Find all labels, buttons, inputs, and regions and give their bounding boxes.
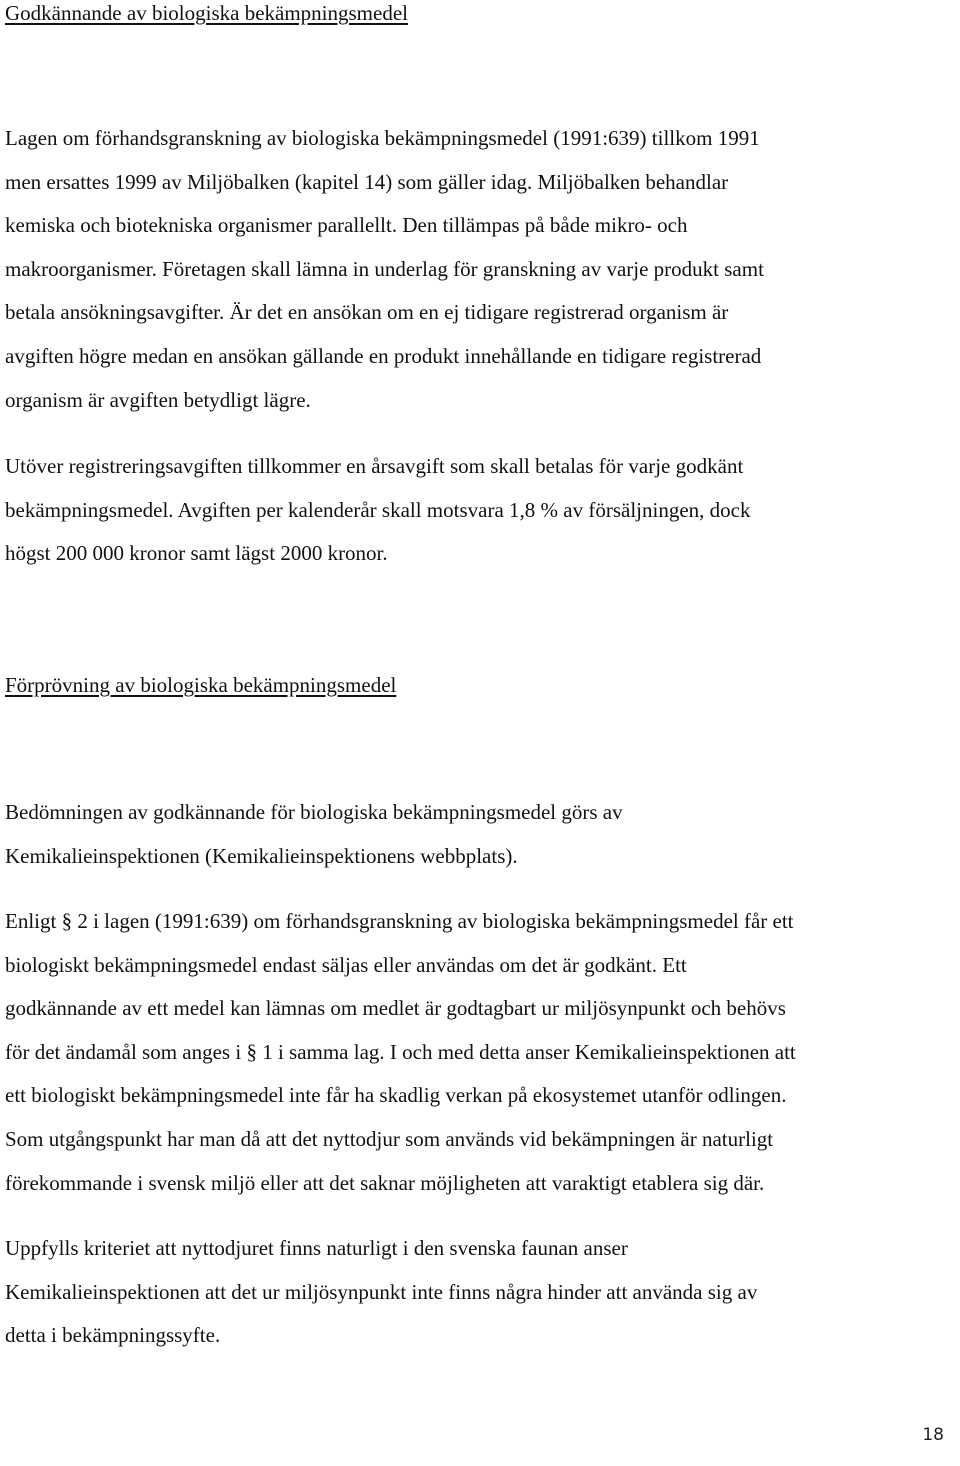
paragraph-annual-fee [5, 445, 945, 576]
paragraph-line: makroorganismer. Företagen skall lämna in underlag för granskning av varje produkt samt [5, 256, 764, 281]
paragraph-law-history [5, 117, 945, 422]
page-number: 18 [922, 1425, 944, 1445]
paragraph-line: Utöver registreringsavgiften tillkommer en årsavgift som skall betalas för varje godkänt [5, 454, 744, 478]
paragraph-line: bekämpningsmedel. Avgiften per kalenderår skall motsvara 1,8 % av försäljningen, dock [5, 497, 751, 522]
paragraph-criteria [5, 1227, 945, 1358]
paragraph-line: men ersattes 1999 av Miljöbalken (kapitel 14) som gäller idag. Miljöbalken behandlar [5, 169, 729, 194]
text-fragment: 2 i lagen (1991:639) om förhandsgranskning av biologiska bekämpningsmedel får ett [72, 909, 794, 933]
paragraph-line: Kemikalieinspektionen (Kemikalieinspektionens webbplats). [5, 843, 518, 868]
paragraph-line: ett biologiskt bekämpningsmedel inte får ha skadlig verkan på ekosystemet utanför odlingen. [5, 1083, 787, 1108]
text-fragment: Enligt [5, 909, 62, 933]
paragraph-legal-basis [5, 900, 945, 1205]
paragraph-line: kemiska och biotekniska organismer parallellt. Den tillämpas på både mikro- och [5, 213, 688, 238]
paragraph-line: Som utgångspunkt har man då att det nyttodjur som används vid bekämpningen är naturligt [5, 1126, 774, 1151]
text-fragment: 1 i samma lag. I och med detta anser Kemikalieinspektionen att [256, 1039, 796, 1064]
paragraph-line: organism är avgiften betydligt lägre. [5, 387, 311, 412]
paragraph-line: biologiskt bekämpningsmedel endast säljas eller användas om det är godkänt. Ett [5, 952, 687, 977]
paragraph-line: Kemikalieinspektionen att det ur miljösynpunkt inte finns några hinder att använda sig av [5, 1279, 758, 1304]
paragraph-assessment-authority [5, 791, 945, 878]
paragraph-line: Lagen om förhandsgranskning av biologiska bekämpningsmedel (1991:639) tillkom 1991 [5, 126, 760, 150]
paragraph-line [5, 1031, 945, 1075]
text-fragment: för det ändamål som anges i [5, 1039, 247, 1064]
paragraph-line: detta i bekämpningssyfte. [5, 1323, 221, 1348]
section-sign: § [61, 909, 73, 933]
paragraph-line: avgiften högre medan en ansökan gällande en produkt innehållande en tidigare registrerad [5, 343, 762, 368]
paragraph-line [5, 900, 945, 944]
paragraph-line: godkännande av ett medel kan lämnas om medlet är godtagbart ur miljösynpunkt och behövs [5, 996, 786, 1021]
section-heading-pre-assessment: Förprövning av biologiska bekämpningsmedel [5, 673, 397, 697]
paragraph-line: högst 200 000 kronor samt lägst 2000 kronor. [5, 541, 388, 566]
paragraph-line: förekommande i svensk miljö eller att det saknar möjligheten att varaktigt etablera sig där. [5, 1170, 765, 1195]
section-heading-approval: Godkännande av biologiska bekämpningsmedel [5, 1, 408, 25]
section-sign: § [246, 1039, 257, 1064]
paragraph-line: Bedömningen av godkännande för biologiska bekämpningsmedel görs av [5, 800, 623, 824]
paragraph-line: betala ansökningsavgifter. Är det en ansökan om en ej tidigare registrerad organism är [5, 300, 729, 325]
paragraph-line: Uppfylls kriteriet att nyttodjuret finns naturligt i den svenska faunan anser [5, 1236, 628, 1260]
